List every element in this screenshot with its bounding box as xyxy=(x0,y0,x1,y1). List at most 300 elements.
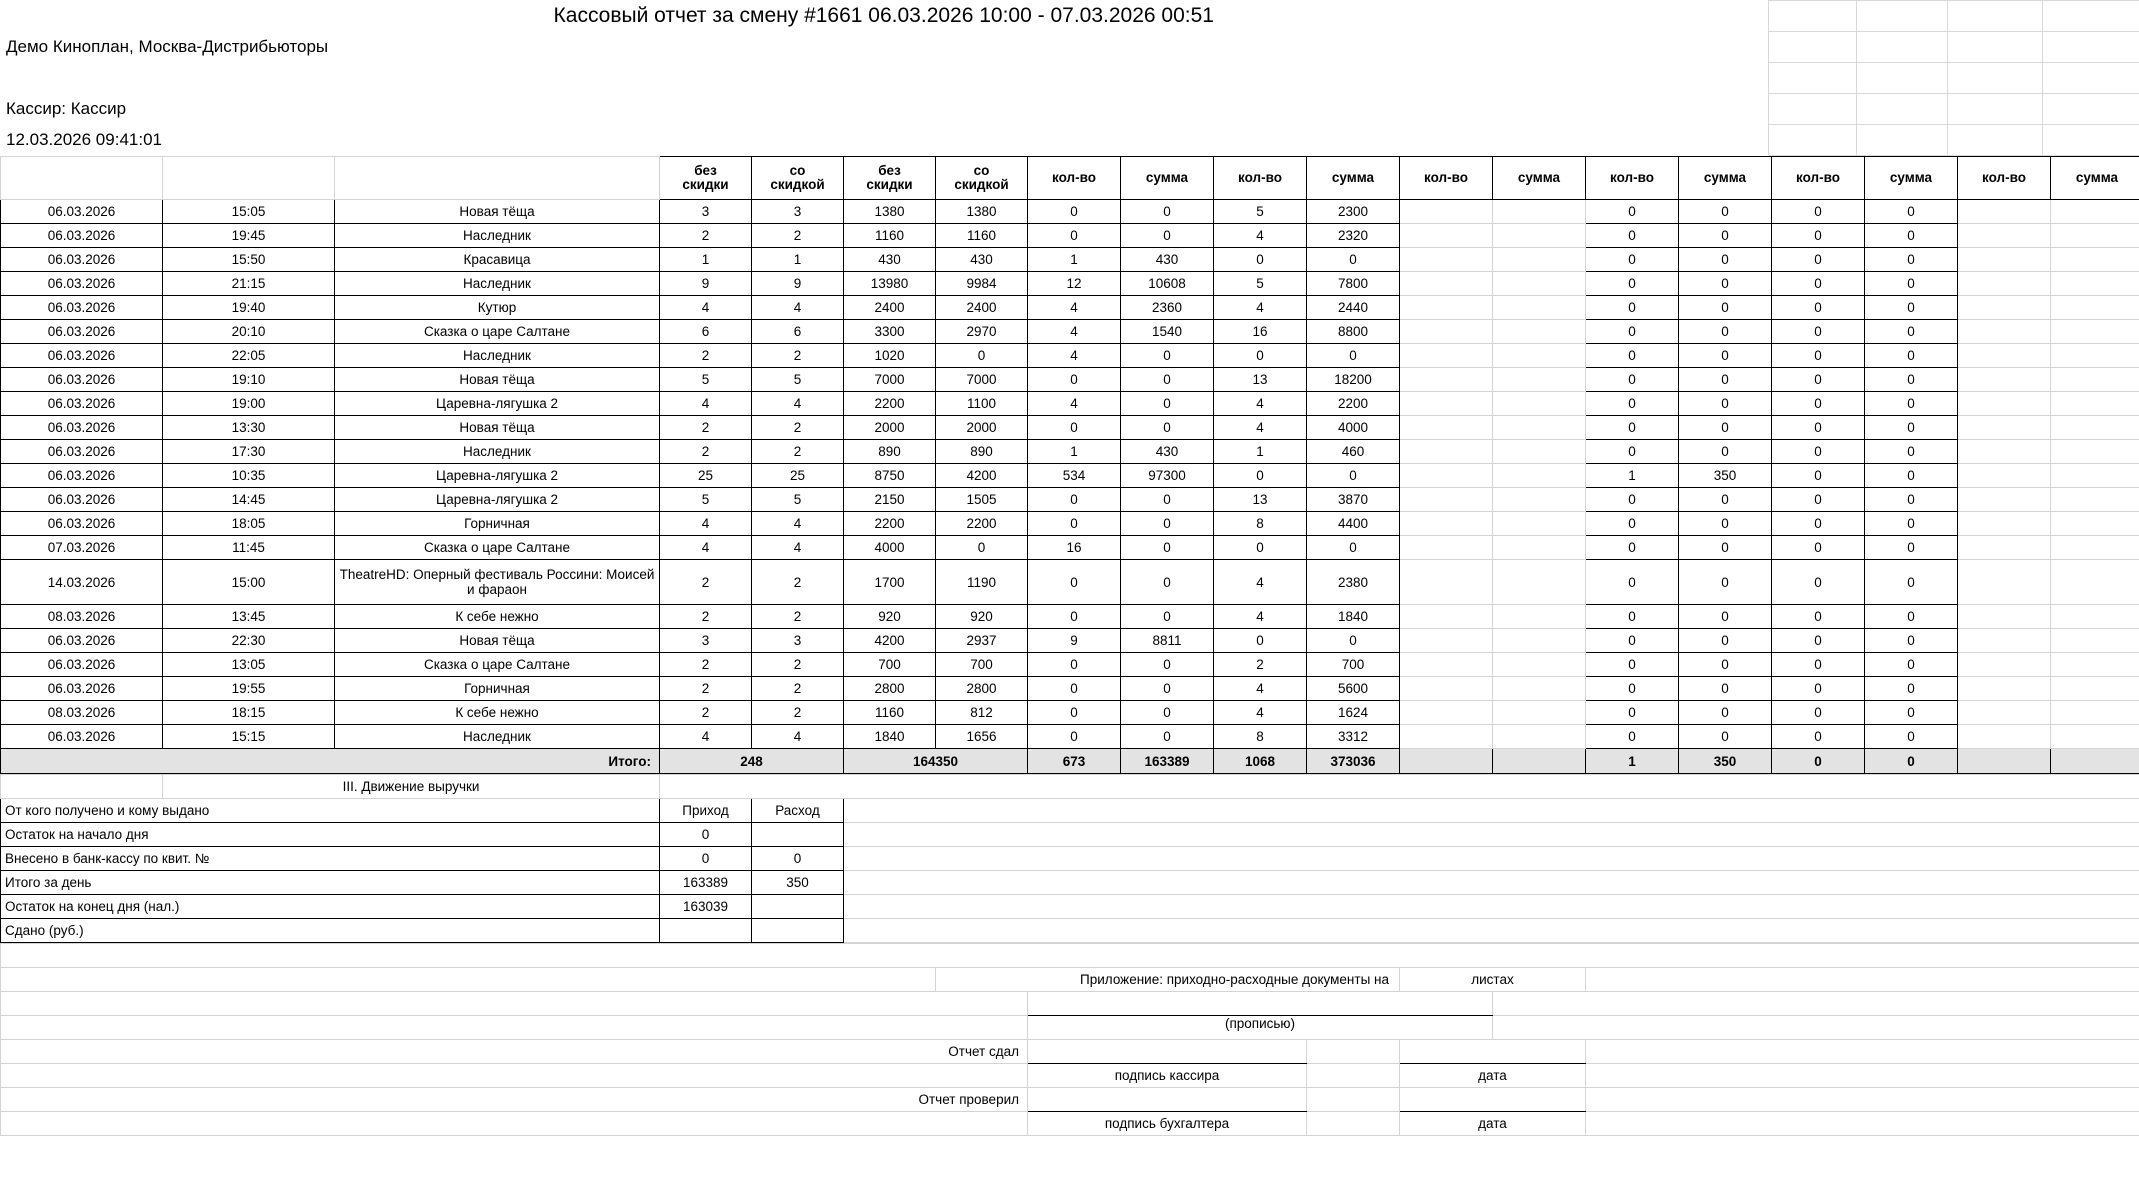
date1-rule[interactable] xyxy=(1400,1040,1586,1064)
cell-c6: 0 xyxy=(1121,560,1214,605)
cell-c5: 1 xyxy=(1028,440,1121,464)
submitted-row xyxy=(1,1040,2139,1064)
cell-c13: 0 xyxy=(1772,440,1865,464)
mv-blank-a xyxy=(1,775,163,799)
cell-c4: 4200 xyxy=(936,464,1028,488)
cashier-label: Кассир: Кассир xyxy=(6,99,127,118)
cell-film: Сказка о царе Салтане xyxy=(335,320,660,344)
cell-c8: 2440 xyxy=(1307,296,1400,320)
cell-c7: 4 xyxy=(1214,296,1307,320)
report-checked-label: Отчет проверил xyxy=(1,1088,1028,1112)
th-amount-discount: со скидкой xyxy=(936,157,1028,200)
cell-c3: 1700 xyxy=(844,560,936,605)
cell-c7: 8 xyxy=(1214,725,1307,749)
cell-c2: 2 xyxy=(752,677,844,701)
cell-c15 xyxy=(1958,272,2051,296)
cell-c9 xyxy=(1400,344,1493,368)
movement-row-in-2: 163389 xyxy=(660,871,752,895)
cell-c7: 2 xyxy=(1214,653,1307,677)
cell-c13: 0 xyxy=(1772,653,1865,677)
cell-c13: 0 xyxy=(1772,701,1865,725)
cell-time: 22:05 xyxy=(163,344,335,368)
cell-c2: 4 xyxy=(752,392,844,416)
movement-col-in: Приход xyxy=(660,799,752,823)
cell-time: 13:30 xyxy=(163,416,335,440)
cashier-signature-caption: подпись кассира xyxy=(1028,1064,1307,1088)
footer-spacer-14 xyxy=(1586,1088,2139,1112)
th-time xyxy=(163,157,335,200)
cell-c10 xyxy=(1493,464,1586,488)
blank-cell-a xyxy=(0,63,1768,94)
movement-col-name: От кого получено и кому выдано xyxy=(1,799,660,823)
cell-c10 xyxy=(1493,320,1586,344)
cell-film: Царевна-лягушка 2 xyxy=(335,464,660,488)
cell-c11: 0 xyxy=(1586,296,1679,320)
th-qty-2: кол-во xyxy=(1214,157,1307,200)
cell-film: Новая тёща xyxy=(335,368,660,392)
cell-c3: 8750 xyxy=(844,464,936,488)
cell-c5: 16 xyxy=(1028,536,1121,560)
th-qty-5: кол-во xyxy=(1772,157,1865,200)
cell-c12: 0 xyxy=(1679,272,1772,296)
cell-c4: 2000 xyxy=(936,416,1028,440)
cell-c13: 0 xyxy=(1772,629,1865,653)
cell-c5: 0 xyxy=(1028,653,1121,677)
words-caption: (прописью) xyxy=(1028,1016,1493,1040)
cell-c13: 0 xyxy=(1772,605,1865,629)
cell-c7: 4 xyxy=(1214,224,1307,248)
cell-c4: 920 xyxy=(936,605,1028,629)
totals-row xyxy=(1,749,2139,774)
cell-c7: 16 xyxy=(1214,320,1307,344)
th-film xyxy=(335,157,660,200)
cell-c15 xyxy=(1958,224,2051,248)
cell-c13: 0 xyxy=(1772,200,1865,224)
cell-c4: 1160 xyxy=(936,224,1028,248)
cell-c9 xyxy=(1400,320,1493,344)
cell-date: 06.03.2026 xyxy=(1,224,163,248)
th-sum-4: сумма xyxy=(1679,157,1772,200)
movement-row-out-1: 0 xyxy=(752,847,844,871)
cell-c4: 890 xyxy=(936,440,1028,464)
total-sum-6 xyxy=(2051,749,2139,774)
cell-c3: 890 xyxy=(844,440,936,464)
cell-c16 xyxy=(2051,605,2139,629)
words-caption-row xyxy=(1,1016,2139,1040)
cell-c5: 9 xyxy=(1028,629,1121,653)
cell-c10 xyxy=(1493,725,1586,749)
hdr-spacer-8 xyxy=(2042,32,2139,63)
table-row xyxy=(1,320,2139,344)
cell-date: 06.03.2026 xyxy=(1,677,163,701)
cell-c5: 4 xyxy=(1028,392,1121,416)
cell-c16 xyxy=(2051,653,2139,677)
cell-c15 xyxy=(1958,605,2051,629)
cell-c16 xyxy=(2051,320,2139,344)
cell-c15 xyxy=(1958,725,2051,749)
cell-c12: 350 xyxy=(1679,464,1772,488)
cell-c9 xyxy=(1400,224,1493,248)
cell-c7: 4 xyxy=(1214,677,1307,701)
movement-header-row xyxy=(1,799,2139,823)
cell-c10 xyxy=(1493,416,1586,440)
cell-c10 xyxy=(1493,488,1586,512)
cell-time: 19:00 xyxy=(163,392,335,416)
cell-film: К себе нежно xyxy=(335,605,660,629)
footer-spacer-8 xyxy=(1307,1040,1400,1064)
cell-c12: 0 xyxy=(1679,560,1772,605)
total-qty-3 xyxy=(1400,749,1493,774)
cell-c7: 5 xyxy=(1214,272,1307,296)
cell-c12: 0 xyxy=(1679,344,1772,368)
table-row xyxy=(1,440,2139,464)
cell-c13: 0 xyxy=(1772,272,1865,296)
cell-c13: 0 xyxy=(1772,725,1865,749)
cell-c14: 0 xyxy=(1865,629,1958,653)
total-tickets: 248 xyxy=(660,749,844,774)
cell-c4: 2400 xyxy=(936,296,1028,320)
cell-c9 xyxy=(1400,416,1493,440)
movement-row xyxy=(1,871,2139,895)
cell-c15 xyxy=(1958,464,2051,488)
footer-block xyxy=(0,943,2139,1136)
cell-date: 08.03.2026 xyxy=(1,701,163,725)
cell-c2: 2 xyxy=(752,224,844,248)
cell-c6: 97300 xyxy=(1121,464,1214,488)
hdr-spacer-11 xyxy=(1947,63,2042,94)
cell-c3: 4200 xyxy=(844,629,936,653)
cell-c5: 0 xyxy=(1028,605,1121,629)
report-submitted-label: Отчет сдал xyxy=(1,1040,1028,1064)
cell-c10 xyxy=(1493,536,1586,560)
th-sum-5: сумма xyxy=(1865,157,1958,200)
cell-c16 xyxy=(2051,560,2139,605)
cell-c4: 2200 xyxy=(936,512,1028,536)
cell-c15 xyxy=(1958,392,2051,416)
cell-c16 xyxy=(2051,512,2139,536)
cell-c4: 0 xyxy=(936,536,1028,560)
cell-c11: 0 xyxy=(1586,536,1679,560)
cell-c7: 0 xyxy=(1214,248,1307,272)
cell-c6: 0 xyxy=(1121,725,1214,749)
footer-spacer-7 xyxy=(1493,1016,2139,1040)
table-row xyxy=(1,701,2139,725)
cell-c2: 2 xyxy=(752,344,844,368)
cell-c5: 4 xyxy=(1028,344,1121,368)
cell-date: 06.03.2026 xyxy=(1,653,163,677)
cell-c9 xyxy=(1400,368,1493,392)
cell-c2: 5 xyxy=(752,488,844,512)
cell-c1: 2 xyxy=(660,560,752,605)
cell-c9 xyxy=(1400,464,1493,488)
cell-c11: 0 xyxy=(1586,605,1679,629)
cell-c4: 1656 xyxy=(936,725,1028,749)
th-date xyxy=(1,157,163,200)
cell-c13: 0 xyxy=(1772,320,1865,344)
cell-c13: 0 xyxy=(1772,368,1865,392)
cell-c13: 0 xyxy=(1772,224,1865,248)
cell-c5: 1 xyxy=(1028,248,1121,272)
cell-c9 xyxy=(1400,296,1493,320)
movement-row-in-3: 163039 xyxy=(660,895,752,919)
cell-c1: 4 xyxy=(660,536,752,560)
movement-row xyxy=(1,919,2139,943)
cell-c6: 1540 xyxy=(1121,320,1214,344)
cell-c3: 13980 xyxy=(844,272,936,296)
footer-spacer-9 xyxy=(1586,1040,2139,1064)
cell-c8: 460 xyxy=(1307,440,1400,464)
cell-c9 xyxy=(1400,605,1493,629)
cell-c6: 0 xyxy=(1121,512,1214,536)
cell-c14: 0 xyxy=(1865,605,1958,629)
cell-c5: 4 xyxy=(1028,296,1121,320)
total-sum-4: 350 xyxy=(1679,749,1772,774)
table-row xyxy=(1,416,2139,440)
cell-c10 xyxy=(1493,701,1586,725)
movement-row xyxy=(1,895,2139,919)
cell-c6: 430 xyxy=(1121,440,1214,464)
table-row xyxy=(1,464,2139,488)
cell-c8: 5600 xyxy=(1307,677,1400,701)
th-amount-nodiscount: без скидки xyxy=(844,157,936,200)
movement-row-label-4: Сдано (руб.) xyxy=(1,919,660,943)
cell-c2: 2 xyxy=(752,701,844,725)
cell-c8: 4400 xyxy=(1307,512,1400,536)
cell-c12: 0 xyxy=(1679,416,1772,440)
cell-c16 xyxy=(2051,629,2139,653)
cell-c16 xyxy=(2051,200,2139,224)
revenue-movement-table xyxy=(0,774,2139,943)
cell-film: Новая тёща xyxy=(335,416,660,440)
hdr-spacer-3 xyxy=(1947,1,2042,32)
cell-film: Новая тёща xyxy=(335,629,660,653)
cell-c11: 0 xyxy=(1586,344,1679,368)
cell-date: 06.03.2026 xyxy=(1,464,163,488)
total-sum-3 xyxy=(1493,749,1586,774)
cell-c7: 13 xyxy=(1214,488,1307,512)
cell-c2: 1 xyxy=(752,248,844,272)
cell-film: Новая тёща xyxy=(335,200,660,224)
total-qty-1: 673 xyxy=(1028,749,1121,774)
date1-caption: дата xyxy=(1400,1064,1586,1088)
movement-row-out-4 xyxy=(752,919,844,943)
cell-c12: 0 xyxy=(1679,296,1772,320)
cell-c8: 2200 xyxy=(1307,392,1400,416)
hdr-spacer-18 xyxy=(1856,125,1947,156)
cell-c16 xyxy=(2051,272,2139,296)
cell-c6: 0 xyxy=(1121,344,1214,368)
cell-c15 xyxy=(1958,701,2051,725)
footer-spacer-13 xyxy=(1307,1088,1400,1112)
cell-c1: 2 xyxy=(660,653,752,677)
cell-c14: 0 xyxy=(1865,653,1958,677)
cell-c6: 8811 xyxy=(1121,629,1214,653)
cell-c8: 1624 xyxy=(1307,701,1400,725)
cell-c8: 2380 xyxy=(1307,560,1400,605)
cell-c4: 700 xyxy=(936,653,1028,677)
cell-c6: 0 xyxy=(1121,416,1214,440)
th-sum-6: сумма xyxy=(2051,157,2139,200)
footer-spacer-16 xyxy=(1307,1112,1400,1136)
cell-time: 15:05 xyxy=(163,200,335,224)
org-row xyxy=(0,32,2139,63)
cell-c14: 0 xyxy=(1865,296,1958,320)
cell-c12: 0 xyxy=(1679,224,1772,248)
cell-time: 18:15 xyxy=(163,701,335,725)
cell-c12: 0 xyxy=(1679,248,1772,272)
date2-rule[interactable] xyxy=(1400,1088,1586,1112)
table-row xyxy=(1,488,2139,512)
cell-c4: 1380 xyxy=(936,200,1028,224)
table-row xyxy=(1,344,2139,368)
cell-c2: 4 xyxy=(752,725,844,749)
footer-spacer-5 xyxy=(1493,992,2139,1016)
cell-c14: 0 xyxy=(1865,248,1958,272)
cell-c3: 1020 xyxy=(844,344,936,368)
cell-c10 xyxy=(1493,677,1586,701)
table-row xyxy=(1,296,2139,320)
cell-c1: 2 xyxy=(660,701,752,725)
cell-c4: 7000 xyxy=(936,368,1028,392)
cell-c16 xyxy=(2051,416,2139,440)
footer-spacer-1 xyxy=(1,944,2139,968)
cell-c16 xyxy=(2051,296,2139,320)
cell-c11: 0 xyxy=(1586,320,1679,344)
cell-c14: 0 xyxy=(1865,725,1958,749)
cell-film: Красавица xyxy=(335,248,660,272)
cell-c5: 0 xyxy=(1028,701,1121,725)
cell-c11: 0 xyxy=(1586,224,1679,248)
cell-c9 xyxy=(1400,200,1493,224)
cell-c13: 0 xyxy=(1772,248,1865,272)
cell-c11: 0 xyxy=(1586,512,1679,536)
cell-c4: 2970 xyxy=(936,320,1028,344)
cell-time: 13:45 xyxy=(163,605,335,629)
cell-c3: 2400 xyxy=(844,296,936,320)
cell-c10 xyxy=(1493,512,1586,536)
footer-spacer-15 xyxy=(1,1112,1028,1136)
blank-row-1 xyxy=(0,63,2139,94)
cell-c16 xyxy=(2051,440,2139,464)
date2-caption: дата xyxy=(1400,1112,1586,1136)
hdr-spacer-14 xyxy=(1856,94,1947,125)
cell-c16 xyxy=(2051,392,2139,416)
total-qty-5: 0 xyxy=(1772,749,1865,774)
cell-c8: 8800 xyxy=(1307,320,1400,344)
cell-c2: 25 xyxy=(752,464,844,488)
cell-date: 06.03.2026 xyxy=(1,440,163,464)
table-row xyxy=(1,629,2139,653)
cell-c6: 0 xyxy=(1121,392,1214,416)
cell-c3: 2200 xyxy=(844,512,936,536)
cell-c2: 2 xyxy=(752,416,844,440)
cell-c15 xyxy=(1958,560,2051,605)
cell-time: 10:35 xyxy=(163,464,335,488)
cell-c7: 4 xyxy=(1214,560,1307,605)
table-row xyxy=(1,653,2139,677)
hdr-spacer-5 xyxy=(1768,32,1856,63)
cell-c12: 0 xyxy=(1679,605,1772,629)
cell-c12: 0 xyxy=(1679,200,1772,224)
cell-c13: 0 xyxy=(1772,296,1865,320)
cell-film: Царевна-лягушка 2 xyxy=(335,392,660,416)
total-sum-5: 0 xyxy=(1865,749,1958,774)
cell-c1: 1 xyxy=(660,248,752,272)
cell-c1: 6 xyxy=(660,320,752,344)
cell-c8: 18200 xyxy=(1307,368,1400,392)
mv-blank-2 xyxy=(844,871,2139,895)
cell-c14: 0 xyxy=(1865,320,1958,344)
cell-c9 xyxy=(1400,488,1493,512)
cell-c11: 0 xyxy=(1586,368,1679,392)
cell-time: 11:45 xyxy=(163,536,335,560)
cell-c4: 1505 xyxy=(936,488,1028,512)
cell-c9 xyxy=(1400,677,1493,701)
cell-time: 15:00 xyxy=(163,560,335,605)
cell-time: 17:30 xyxy=(163,440,335,464)
cell-c7: 4 xyxy=(1214,392,1307,416)
sessions-table-body xyxy=(1,157,2139,774)
cell-time: 19:40 xyxy=(163,296,335,320)
movement-row-label-1: Внесено в банк-кассу по квит. № xyxy=(1,847,660,871)
cell-c5: 0 xyxy=(1028,677,1121,701)
cell-date: 07.03.2026 xyxy=(1,536,163,560)
cell-c9 xyxy=(1400,440,1493,464)
cell-date: 06.03.2026 xyxy=(1,416,163,440)
cell-c7: 0 xyxy=(1214,344,1307,368)
cell-time: 21:15 xyxy=(163,272,335,296)
cell-c1: 4 xyxy=(660,392,752,416)
cell-c1: 4 xyxy=(660,296,752,320)
page-title: Кассовый отчет за смену #1661 06.03.2026 10:00 - 07.03.2026 00:51 xyxy=(553,4,1214,27)
cell-c11: 0 xyxy=(1586,392,1679,416)
cashier-signature-rule[interactable] xyxy=(1028,1040,1307,1064)
hdr-spacer-16 xyxy=(2042,94,2139,125)
cell-c15 xyxy=(1958,677,2051,701)
cell-c6: 430 xyxy=(1121,248,1214,272)
accountant-signature-rule[interactable] xyxy=(1028,1088,1307,1112)
cell-c7: 8 xyxy=(1214,512,1307,536)
movement-row-out-2: 350 xyxy=(752,871,844,895)
hdr-spacer-9 xyxy=(1768,63,1856,94)
cell-c7: 0 xyxy=(1214,629,1307,653)
cell-c3: 700 xyxy=(844,653,936,677)
movement-row-in-0: 0 xyxy=(660,823,752,847)
th-tickets-discount: со скидкой xyxy=(752,157,844,200)
cell-c15 xyxy=(1958,653,2051,677)
cell-c3: 4000 xyxy=(844,536,936,560)
cell-c16 xyxy=(2051,536,2139,560)
hdr-spacer-17 xyxy=(1768,125,1856,156)
cell-c8: 3312 xyxy=(1307,725,1400,749)
cell-c10 xyxy=(1493,440,1586,464)
cell-c5: 0 xyxy=(1028,725,1121,749)
cell-c6: 0 xyxy=(1121,701,1214,725)
th-qty-3: кол-во xyxy=(1400,157,1493,200)
cell-c16 xyxy=(2051,224,2139,248)
cell-c13: 0 xyxy=(1772,344,1865,368)
cell-c9 xyxy=(1400,248,1493,272)
movement-col-out: Расход xyxy=(752,799,844,823)
cell-c12: 0 xyxy=(1679,392,1772,416)
cell-c3: 2200 xyxy=(844,392,936,416)
cell-c6: 0 xyxy=(1121,605,1214,629)
cell-c8: 2300 xyxy=(1307,200,1400,224)
cell-c6: 0 xyxy=(1121,368,1214,392)
cell-c3: 920 xyxy=(844,605,936,629)
cell-c14: 0 xyxy=(1865,224,1958,248)
total-qty-6 xyxy=(1958,749,2051,774)
